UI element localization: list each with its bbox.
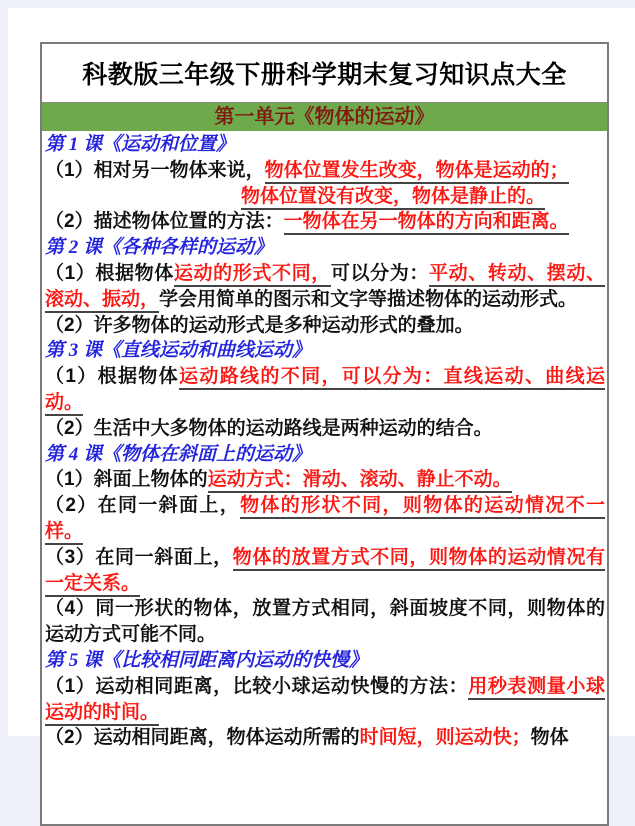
text-plain: （2）在同一斜面上， [45,495,241,517]
knowledge-point [45,596,605,648]
text-plain: （1）运动相同距离，比较小球运动快慢的方法： [45,675,469,697]
text-highlight-underlined: 物体位置没有改变，物体是静止的。 [241,186,545,210]
knowledge-point [45,725,605,751]
document-page [8,8,635,749]
knowledge-point [45,313,605,339]
text-plain: （2）生活中大多物体的运动路线是两种运动的结合。 [45,417,493,439]
text-plain: （1）根据物体 [45,366,180,388]
text-plain: 物体 [530,727,569,749]
text-plain: （2）许多物体的运动形式是多种运动形式的叠加。 [45,314,474,336]
lesson-title-1: 第 1 课《运动和位置》 [45,134,236,155]
knowledge-point [45,493,605,545]
text-plain: 学会用简单的图示和文字等描述物体的运动形式。 [159,288,578,310]
text-highlight: 时间短，则运动快； [359,727,531,749]
text-plain: （1）根据物体 [45,262,174,284]
text-plain: 可以分为： [330,262,429,284]
text-highlight-underlined: 物体的放置方式不同，则物体的运动情况有一定关系。 [45,547,605,597]
knowledge-point [45,158,605,184]
knowledge-point [45,261,605,313]
document-content [42,131,607,751]
knowledge-point [45,467,605,493]
lesson-title-4: 第 4 课《物体在斜面上的运动》 [45,443,312,465]
text-plain: （3）在同一斜面上， [45,546,233,568]
text-highlight-underlined: 物体位置发生改变，物体是运动的； [265,160,569,184]
knowledge-point [45,416,605,442]
text-highlight-underlined: 用秒表测量小球运动的时间。 [45,676,605,726]
text-plain: （1）相对另一物体来说， [45,159,265,181]
knowledge-point [45,364,605,416]
text-highlight-underlined: 运动路线的不同，可以分为：直线运动、曲线运动。 [45,366,605,416]
text-highlight-underlined: 一物体在另一物体的方向和距离。 [284,211,569,235]
knowledge-point [241,184,605,210]
text-highlight-underlined: 平动、转动、摆动、滚动、振动， [45,263,605,313]
text-plain: （4）同一形状的物体，放置方式相同，斜面坡度不同，则物体的运动方式可能不同。 [45,598,605,646]
text-plain: （1）斜面上物体的 [45,469,208,491]
unit-header-bar [42,102,607,131]
knowledge-point [45,545,605,597]
unit-header-text: 第一单元《物体的运动》 [214,106,435,128]
text-plain: （2）描述物体位置的方法： [45,211,284,233]
document-title: 科教版三年级下册科学期末复习知识点大全 [82,61,567,89]
lesson-title-2: 第 2 课《各种各样的运动》 [45,237,274,259]
document-frame [40,42,609,826]
text-highlight-underlined: 运动的形式不同， [174,263,331,287]
lesson-title-5: 第 5 课《比较相同距离内运动的快慢》 [45,649,369,671]
knowledge-point [45,674,605,726]
text-plain: （2）运动相同距离，物体运动所需的 [45,727,360,749]
text-highlight-underlined: 物体的形状不同，则物体的运动情况不一样。 [45,495,605,545]
text-highlight-underlined: 运动方式：滑动、滚动、静止不动。 [208,469,512,493]
knowledge-point [45,209,605,235]
lesson-title-3: 第 3 课《直线运动和曲线运动》 [45,340,312,362]
